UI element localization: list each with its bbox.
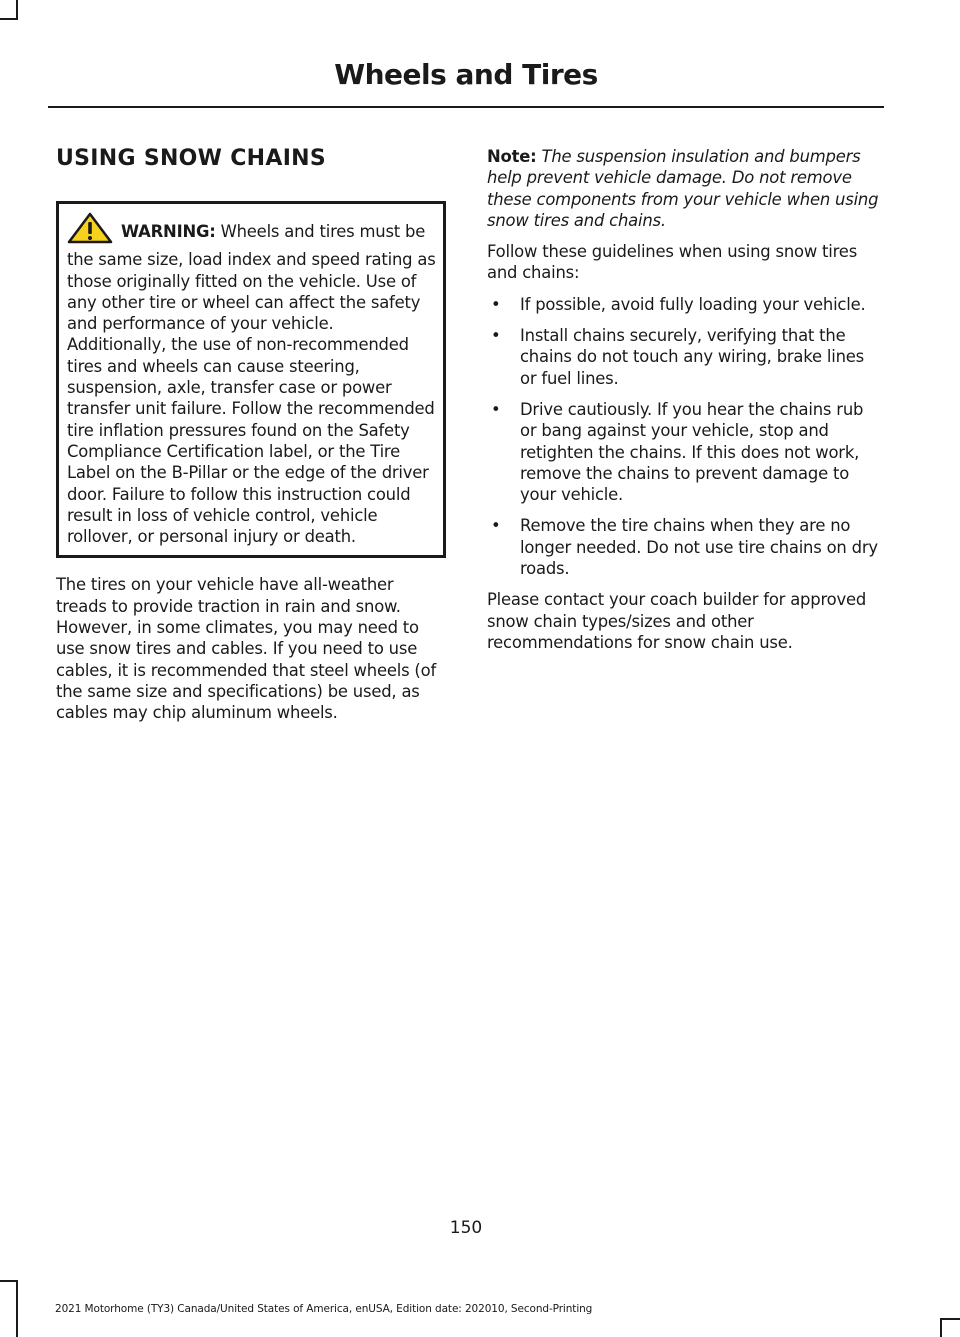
- left-column: [56, 146, 446, 724]
- right-column: [487, 146, 879, 653]
- warning-triangle-icon: [67, 212, 113, 249]
- crop-mark-bottom-left-vertical: [16, 1280, 18, 1337]
- list-item-text: Install chains securely, verifying that the chains do not touch any wiring, brake lines or fuel lines.: [520, 326, 864, 388]
- header-divider: [48, 106, 884, 108]
- list-item: [487, 399, 879, 505]
- warning-box: [56, 201, 446, 558]
- guidelines-list: [487, 294, 879, 580]
- list-item-text: Remove the tire chains when they are no longer needed. Do not use tire chains on dry roads.: [520, 516, 878, 579]
- list-item: [487, 294, 879, 315]
- tires-paragraph: The tires on your vehicle have all-weather treads to provide traction in rain and snow. However, in some climates, you may need to use snow tires and cables. If you need to use cables, it is recommended that steel wheels (of the same size and specifications) be used, as cables may chip aluminum wheels.: [56, 575, 437, 723]
- crop-mark-bottom-right-vertical: [940, 1318, 942, 1337]
- list-item-text: Drive cautiously. If you hear the chains rub or bang against your vehicle, stop and retighten the chains. If this does not work, remove the chains to prevent damage to your vehicle.: [520, 399, 864, 505]
- crop-mark-bottom-left-horizontal: [0, 1280, 18, 1282]
- warning-label: WARNING:: [121, 222, 216, 241]
- bullet-icon: •: [491, 399, 501, 419]
- bullet-icon: •: [491, 516, 501, 536]
- list-item: [487, 325, 879, 389]
- crop-mark-bottom-right-horizontal: [940, 1318, 960, 1320]
- bullet-icon: •: [491, 294, 501, 314]
- closing-paragraph: Please contact your coach builder for approved snow chain types/sizes and other recommendations for snow chain use.: [487, 590, 867, 652]
- warning-text: Wheels and tires must be the same size, load index and speed rating as those originally fitted on the vehicle. Use of any other tire or wheel can affect the safety and performance of your vehicle. Additionally, the use of non-recommended tires and wheels can cause steering, suspension, axle, transfer case or power transfer unit failure. Follow the recommended tire inflation pressures found on the Safety Compliance Certification label, or the Tire Label on the B-Pillar or the edge of the driver door. Failure to follow this instruction could result in loss of vehicle control, vehicle rollover, or personal injury or death.: [67, 222, 436, 547]
- crop-mark-top-left-vertical: [16, 0, 18, 20]
- list-item: [487, 515, 879, 579]
- page-header-title: Wheels and Tires: [334, 58, 598, 91]
- note-label: Note:: [487, 147, 537, 166]
- footer-text: 2021 Motorhome (TY3) Canada/United States of America, enUSA, Edition date: 202010, Second-Printing: [55, 1303, 593, 1315]
- note-text: The suspension insulation and bumpers help prevent vehicle damage. Do not remove these components from your vehicle when using snow tires and chains.: [487, 147, 879, 230]
- list-item-text: If possible, avoid fully loading your vehicle.: [520, 294, 866, 314]
- page-number: 150: [449, 1218, 483, 1238]
- guidelines-intro: Follow these guidelines when using snow tires and chains:: [487, 242, 858, 283]
- note-paragraph: [487, 146, 879, 231]
- section-heading: USING SNOW CHAINS: [56, 146, 327, 171]
- bullet-icon: •: [491, 326, 501, 346]
- crop-mark-top-left-horizontal: [0, 18, 18, 20]
